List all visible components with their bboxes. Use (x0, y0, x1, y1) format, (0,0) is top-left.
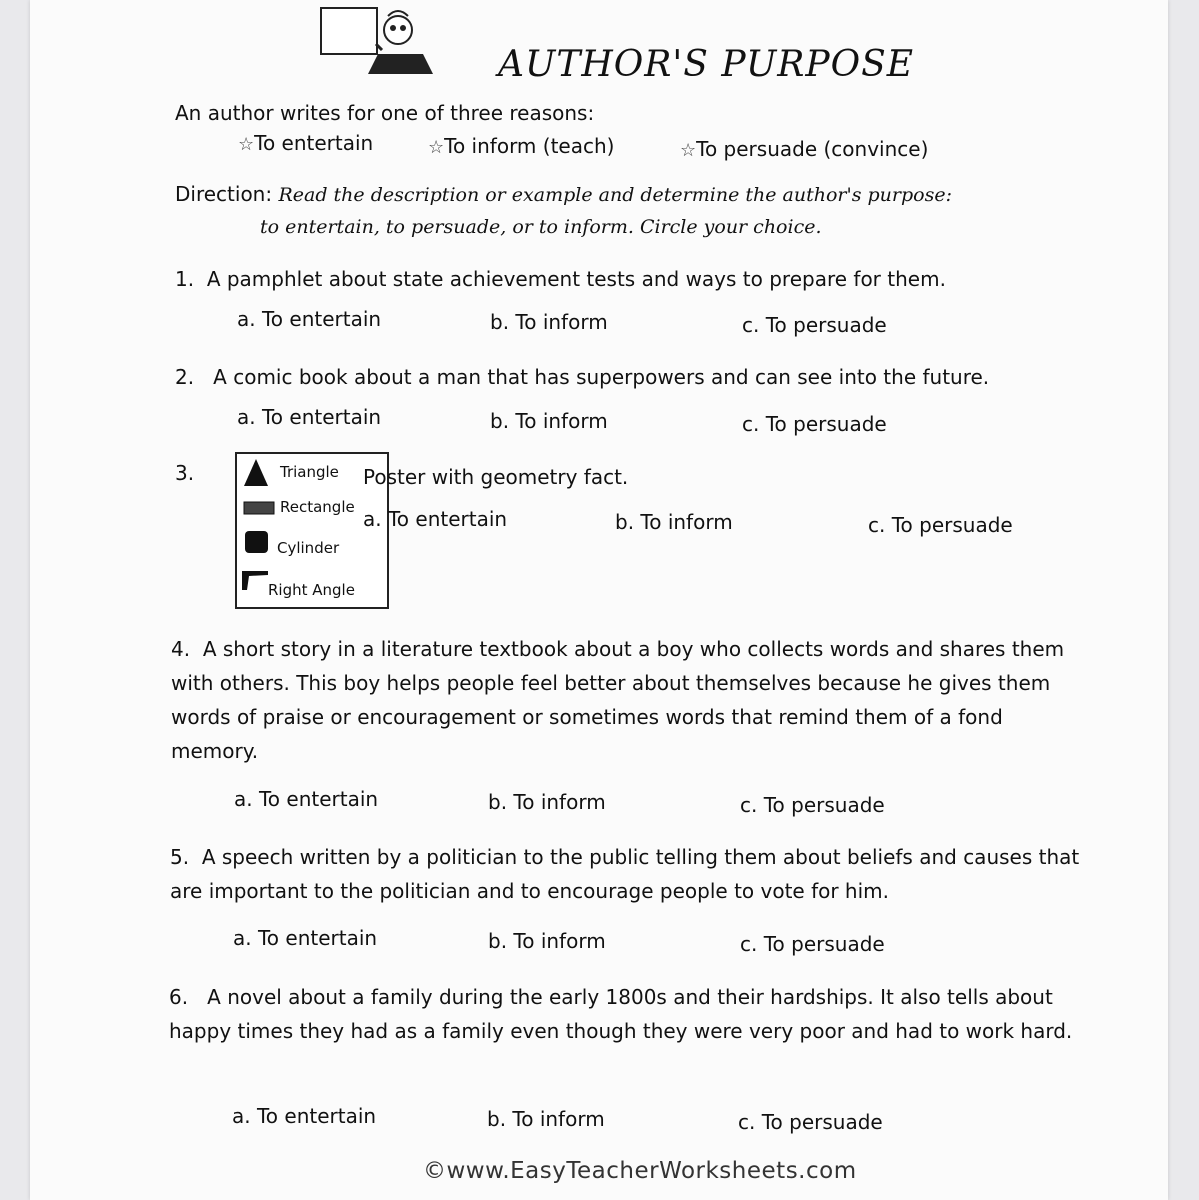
geometry-poster: Triangle Rectangle Cylinder Right Angle (235, 452, 389, 609)
right-angle-icon (241, 570, 269, 592)
star-icon: ☆ (238, 134, 255, 155)
triangle-icon (243, 457, 269, 487)
worksheet-page (30, 0, 1168, 1200)
option-b[interactable]: b. To inform (488, 929, 606, 953)
option-b[interactable]: b. To inform (487, 1107, 605, 1131)
reason-entertain: ☆To entertain (238, 131, 374, 155)
question-6: 6. A novel about a family during the early 1800s and their hardships. It also tells about happy times they had as a family even though they were very poor and had to work hard. (169, 985, 1073, 1043)
option-c[interactable]: c. To persuade (738, 1110, 883, 1134)
option-a[interactable]: a. To entertain (237, 405, 382, 429)
direction-label: Direction: (175, 182, 273, 206)
question-4: 4. A short story in a literature textbook about a boy who collects words and shares them with others. This boy helps people feel better about themselves because he gives them words of praise or encouragement or sometimes words that remind them of a fond memory. (171, 637, 1065, 763)
question-2: 2. A comic book about a man that has superpowers and can see into the future. (175, 365, 990, 389)
option-c[interactable]: c. To persuade (742, 412, 887, 436)
cylinder-icon (244, 528, 270, 556)
cartoon-kid-sign-icon (318, 4, 438, 80)
star-icon: ☆ (428, 137, 445, 158)
rectangle-icon (243, 500, 275, 516)
option-a[interactable]: a. To entertain (233, 926, 378, 950)
reason-inform: ☆To inform (teach) (428, 134, 615, 158)
direction-line-1: Direction: Read the description or example and determine the author's purpose: (175, 182, 952, 206)
option-b[interactable]: b. To inform (488, 790, 606, 814)
option-b[interactable]: b. To inform (490, 310, 608, 334)
question-5: 5. A speech written by a politician to the public telling them about beliefs and causes that are important to the politician and to encourage people to vote for him. (170, 845, 1080, 903)
option-c[interactable]: c. To persuade (740, 932, 885, 956)
star-icon: ☆ (680, 140, 697, 161)
copyright-footer: ©www.EasyTeacherWorksheets.com (423, 1158, 857, 1184)
question-3: Poster with geometry fact. (363, 465, 629, 489)
option-c[interactable]: c. To persuade (742, 313, 887, 337)
question-3-number: 3. (175, 461, 195, 485)
option-b[interactable]: b. To inform (615, 510, 733, 534)
option-c[interactable]: c. To persuade (740, 793, 885, 817)
option-a[interactable]: a. To entertain (363, 507, 508, 531)
direction-line-2: to entertain, to persuade, or to inform. Circle your choice. (260, 216, 822, 238)
option-a[interactable]: a. To entertain (234, 787, 379, 811)
option-a[interactable]: a. To entertain (232, 1104, 377, 1128)
reason-persuade: ☆To persuade (convince) (680, 137, 929, 161)
option-a[interactable]: a. To entertain (237, 307, 382, 331)
option-b[interactable]: b. To inform (490, 409, 608, 433)
intro-text: An author writes for one of three reasons: (175, 101, 595, 125)
page-title: AUTHOR'S PURPOSE (498, 44, 915, 85)
option-c[interactable]: c. To persuade (868, 513, 1013, 537)
question-1: 1. A pamphlet about state achievement tests and ways to prepare for them. (175, 267, 946, 291)
